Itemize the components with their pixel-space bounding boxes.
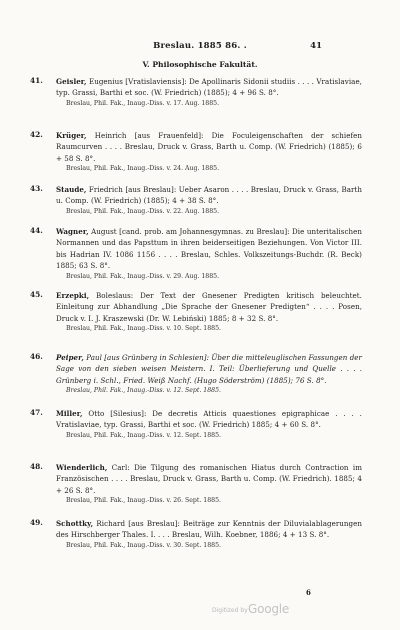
author-name: Wagner, bbox=[56, 227, 89, 236]
entry-46 bbox=[30, 352, 362, 395]
entry-number: 49. bbox=[30, 518, 43, 527]
entry-description: Eugenius [Vratislaviensis]: De Apollinaris Sidonii studiis . . . . Vratislaviae, typ. Grassi, Barthi et soc. (W. Friedrich) (1885); 4 + 96 S. 8°. bbox=[56, 77, 362, 98]
entry-43 bbox=[30, 184, 362, 216]
author-name: Geisler, bbox=[56, 77, 87, 86]
entry-description: Boleslaus: Der Text der Gnesener Predigten kritisch beleuchtet. Einleitung zur Abhandlung „Die Sprache der Gnesener Predigten“ . . . . Posen, Druck v. I. J. Kraszewski (Dr. W. Lebiński) 1885; 8 + 32 S. 8°. bbox=[56, 291, 362, 323]
author-name: Staude, bbox=[56, 185, 87, 194]
entry-47 bbox=[30, 408, 362, 440]
entry-number: 48. bbox=[30, 462, 43, 471]
entry-description: Friedrich [aus Breslau]: Ueber Asaron . . . . Breslau, Druck v. Grass, Barth u. Comp. (W. Friedrich) (1885); 4 + 38 S. 8°. bbox=[56, 185, 362, 206]
entry-text bbox=[56, 76, 362, 99]
entry-number: 41. bbox=[30, 76, 43, 85]
entry-description: Carl: Die Tilgung des romanischen Hiatus durch Contraction im Französischen . . . . Breslau, Druck v. Grass, Barth u. Comp. (W. Friedrich). 1885; 4 + 26 S. 8°. bbox=[56, 463, 362, 495]
entry-number: 47. bbox=[30, 408, 43, 417]
author-name: Erzepki, bbox=[56, 291, 90, 300]
entry-text bbox=[56, 290, 362, 324]
entry-42 bbox=[30, 130, 362, 173]
dissertation-note: Breslau, Phil. Fak., Inaug.-Diss. v. 30. Sept. 1885. bbox=[66, 541, 222, 549]
dissertation-note: Breslau, Phil. Fak., Inaug.-Diss. v. 17. Aug. 1885. bbox=[66, 99, 220, 107]
entry-number: 45. bbox=[30, 290, 43, 299]
entry-text bbox=[56, 226, 362, 272]
dissertation-note: Breslau, Phil. Fak., Inaug.-Diss. v. 22. Aug. 1885. bbox=[66, 207, 220, 215]
author-name: Schottky, bbox=[56, 519, 94, 528]
entry-text bbox=[56, 352, 362, 386]
running-header bbox=[0, 41, 400, 53]
page-number: 41 bbox=[310, 41, 322, 51]
entry-description: Paul [aus Grünberg in Schlesien]: Über die mitteleuglischen Fassungen der Sage von den sieben weisen Meistern. I. Teil: Überlieferung und Quelle . . . . Grünberg i. Schl., Fried. Weiß Nachf. (Hugo Söderström) (1885); 76 S. 8°. bbox=[56, 353, 362, 385]
entry-number: 43. bbox=[30, 184, 43, 193]
entry-description: August [cand. prob. am Johannesgymnas. zu Breslau]: Die unteritalischen Normannen und das Papsttum in ihren beiderseitigen Beziehungen. Von Victor III. bis Hadrian IV. 1086 1156 . . . . Breslau, Schles. Volkszeitungs-Buchdr. (R. Beck) 1885; 63 S. 8°. bbox=[56, 227, 362, 271]
author-name: Peiper, bbox=[56, 353, 84, 362]
dissertation-note: Breslau, Phil. Fak., Inaug.-Diss. v. 12. Sept. 1885. bbox=[66, 387, 222, 395]
entry-description: Otto [Silesius]: De decretis Atticis quaestiones epigraphicae . . . . Vratislaviae, typ. Grassi, Barthi et soc. (W. Friedrich) 1885; 4 + 60 S. 8°. bbox=[56, 409, 362, 430]
entry-number: 44. bbox=[30, 226, 43, 235]
entry-text bbox=[56, 408, 362, 431]
entry-48 bbox=[30, 462, 362, 505]
entry-text bbox=[56, 184, 362, 207]
entry-description: Heinrich [aus Frauenfeld]: Die Foculeigenschaften der schiefen Raumcurven . . . . Breslau, Druck v. Grass, Barth u. Comp. (W. Friedrich) (1885); 6 + 58 S. 8°. bbox=[56, 131, 362, 163]
entry-49 bbox=[30, 518, 362, 550]
entry-number: 42. bbox=[30, 130, 43, 139]
google-logo: Google bbox=[248, 602, 290, 616]
author-name: Miller, bbox=[56, 409, 83, 418]
entry-number: 46. bbox=[30, 352, 43, 361]
running-title: Breslau. 1885 86. . bbox=[153, 41, 247, 51]
entry-text bbox=[56, 130, 362, 164]
dissertation-note: Breslau, Phil. Fak., Inaug.-Diss. v. 10. Sept. 1885. bbox=[66, 325, 222, 333]
author-name: Wienderlich, bbox=[56, 463, 108, 472]
signature-mark: 6 bbox=[306, 588, 311, 597]
author-name: Krüger, bbox=[56, 131, 87, 140]
watermark-prefix: Digitized by bbox=[212, 607, 248, 614]
entry-45 bbox=[30, 290, 362, 333]
entry-41 bbox=[30, 76, 362, 108]
entry-44 bbox=[30, 226, 362, 281]
dissertation-note: Breslau, Phil. Fak., Inaug.-Diss. v. 26. Sept. 1885. bbox=[66, 497, 222, 505]
dissertation-note: Breslau, Phil. Fak., Inaug.-Diss. v. 24. Aug. 1885. bbox=[66, 165, 220, 173]
dissertation-note: Breslau, Phil. Fak., Inaug.-Diss. v. 12. Sept. 1885. bbox=[66, 431, 222, 439]
section-title: V. Philosophische Fakultät. bbox=[142, 60, 258, 69]
entry-text bbox=[56, 518, 362, 541]
entry-description: Richard [aus Breslau]: Beiträge zur Kenntnis der Diluvialablagerungen des Hirschberger Thales. I. . . . Breslau, Wilh. Koebner, 1886; 4 + 13 S. 8°. bbox=[56, 519, 362, 540]
dissertation-note: Breslau, Phil. Fak., Inaug.-Diss. v. 29. Aug. 1885. bbox=[66, 272, 220, 280]
entry-text bbox=[56, 462, 362, 496]
digitized-watermark bbox=[212, 602, 322, 618]
